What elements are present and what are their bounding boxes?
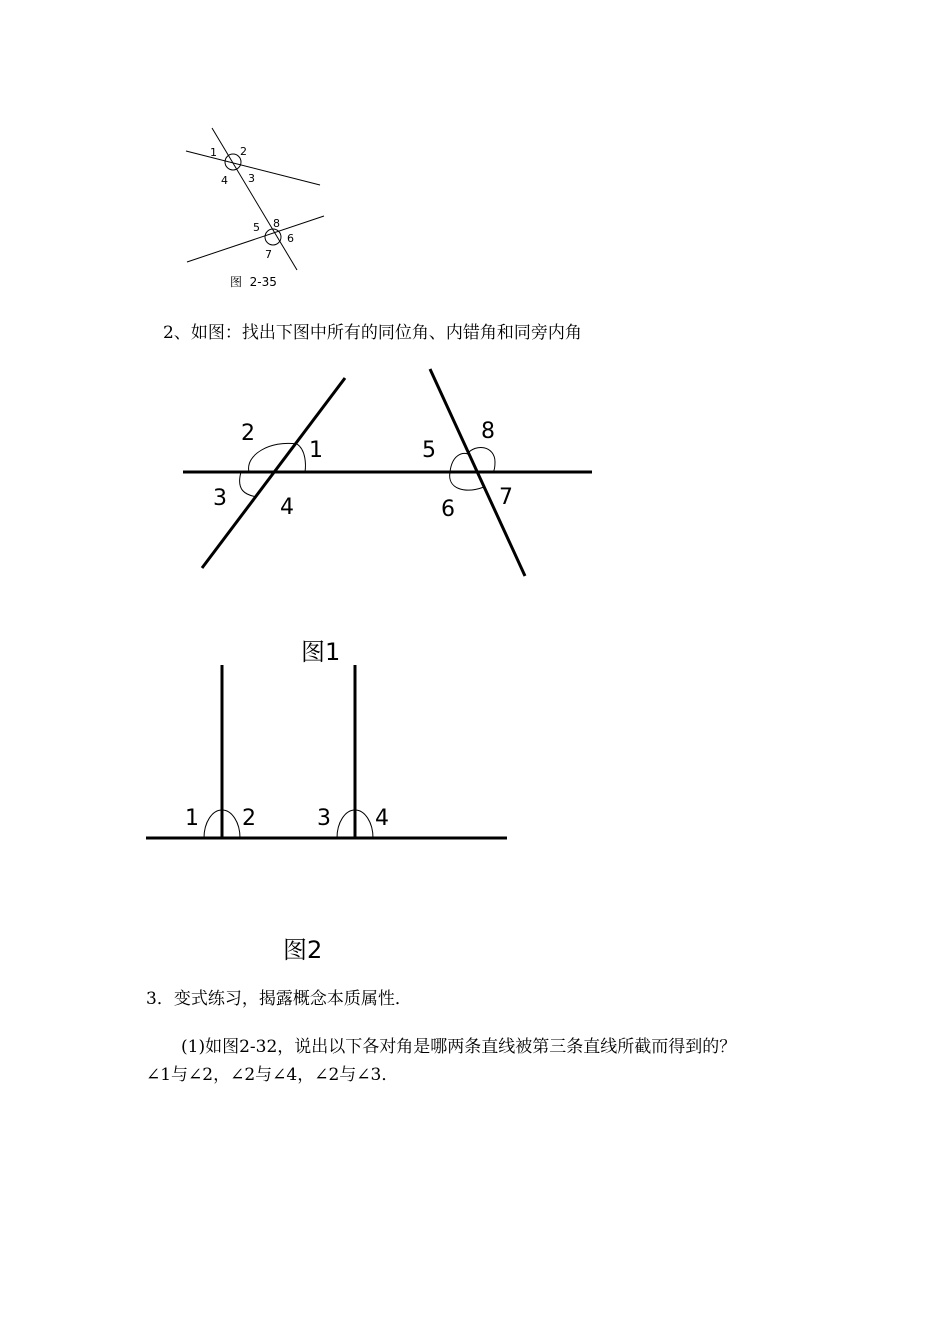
fig235-label-2: 2 — [240, 145, 247, 158]
question-3-title: 3．变式练习，揭露概念本质属性． — [146, 989, 412, 1009]
question-2-text: 2、如图：找出下图中所有的同位角、内错角和同旁内角 — [163, 323, 582, 343]
fig2-label-2: 2 — [242, 806, 256, 831]
fig235-label-3: 3 — [248, 172, 255, 185]
fig235-caption: 图 2-35 — [230, 275, 277, 289]
fig1-label-2: 2 — [241, 421, 255, 446]
question-3-sub1-line2: ∠1与∠2，∠2与∠4，∠2与∠3． — [146, 1065, 399, 1085]
fig1-label-7: 7 — [499, 485, 513, 510]
fig235-label-5: 5 — [253, 221, 260, 234]
figure-2 — [0, 660, 950, 970]
figure-2-35 — [0, 0, 950, 300]
fig1-label-5: 5 — [422, 438, 436, 463]
fig1-caption: 图1 — [301, 638, 341, 666]
figure-1 — [0, 360, 950, 670]
fig235-label-6: 6 — [287, 232, 294, 245]
fig235-label-7: 7 — [265, 248, 272, 261]
fig2-label-4: 4 — [375, 806, 389, 831]
fig235-label-8: 8 — [273, 217, 280, 230]
fig235-label-4: 4 — [221, 174, 228, 187]
fig1-label-4: 4 — [280, 495, 294, 520]
fig2-label-1: 1 — [185, 806, 199, 831]
fig1-label-6: 6 — [441, 497, 455, 522]
fig2-caption: 图2 — [283, 936, 323, 964]
fig1-label-1: 1 — [309, 438, 323, 463]
fig1-label-3: 3 — [213, 486, 227, 511]
fig235-label-1: 1 — [210, 146, 217, 159]
question-3-sub1-line1: (1)如图2-32，说出以下各对角是哪两条直线被第三条直线所截而得到的？ — [181, 1037, 737, 1057]
fig2-label-3: 3 — [317, 806, 331, 831]
fig1-label-8: 8 — [481, 419, 495, 444]
